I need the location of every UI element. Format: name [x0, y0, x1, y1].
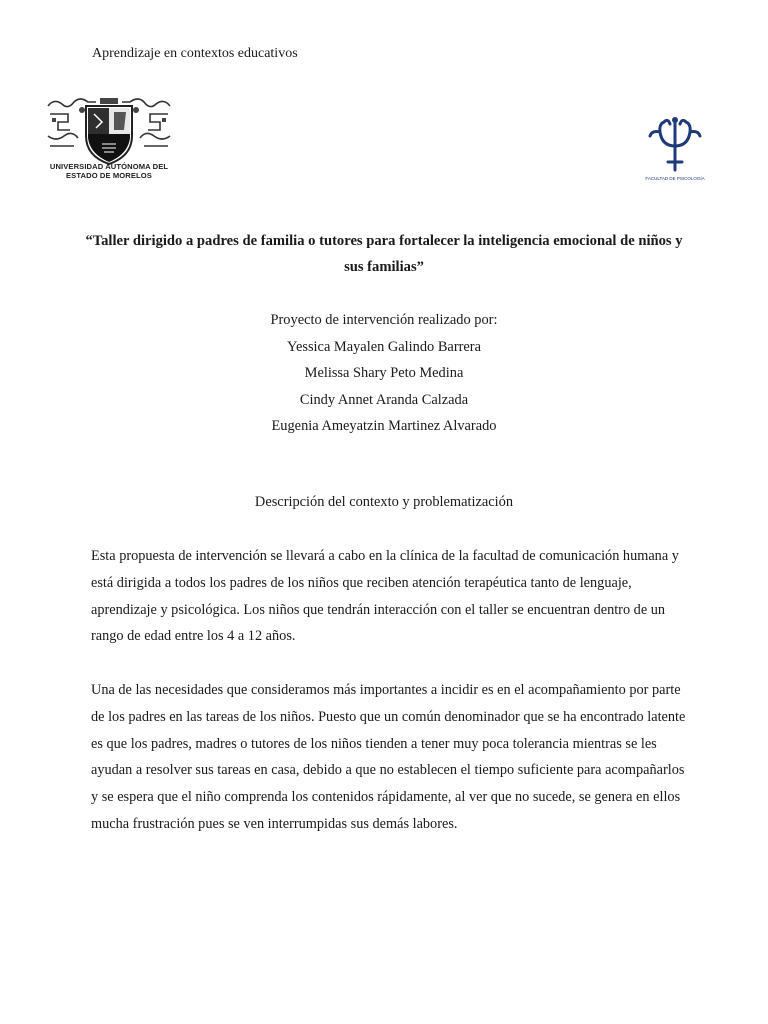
authors-block — [0, 307, 768, 440]
author-1: Yessica Mayalen Galindo Barrera — [287, 338, 481, 355]
paragraph-1: Esta propuesta de intervención se llevará a cabo en la clínica de la facultad de comunicación humana y está dirigida a todos los padres de los niños que reciben atención terapéutica tanto de lenguaje, aprendizaje y psicológica. Los niños que tendrán interacción con el taller se encuentran dentro de un rango de edad entre los 4 a 12 años. — [91, 548, 679, 645]
uaem-logo-text — [44, 162, 174, 180]
document-title: “Taller dirigido a padres de familia o tutores para fortalecer la inteligencia emocional de niños y sus familias” — [85, 233, 683, 275]
authors-intro: Proyecto de intervención realizado por: — [270, 312, 498, 328]
author-2: Melissa Shary Peto Medina — [304, 365, 464, 381]
faculty-caption: FACULTAD DE PSICOLOGÍA — [645, 176, 705, 181]
section-heading: Descripción del contexto y problematización — [254, 494, 514, 510]
uaem-name-line2: ESTADO DE MORELOS — [66, 171, 152, 180]
uaem-name-line1: UNIVERSIDAD AUTÓNOMA DEL — [49, 162, 169, 171]
psychology-faculty-emblem-icon — [640, 112, 710, 182]
author-3: Cindy Annet Aranda Calzada — [299, 391, 469, 408]
author-4: Eugenia Ameyatzin Martinez Alvarado — [271, 418, 497, 434]
course-header: Aprendizaje en contextos educativos — [92, 46, 298, 61]
paragraph-2: Una de las necesidades que consideramos más importantes a incidir es en el acompañamiento por parte de los padres en las tareas de los niños. Puesto que un común denominador que se ha encontrado latente es que los padres, madres o tutores de los niños tienden a tener muy poca tolerancia mientras se les ayudan a resolver sus tareas en casa, debido a que no establecen el tiempo suficiente para acompañarlos y se espera que el niño comprenda los contenidos rápidamente, al ver que no sucede, se genera en ellos mucha frustración pues se ven interrumpidas sus demás labores. — [91, 682, 686, 832]
